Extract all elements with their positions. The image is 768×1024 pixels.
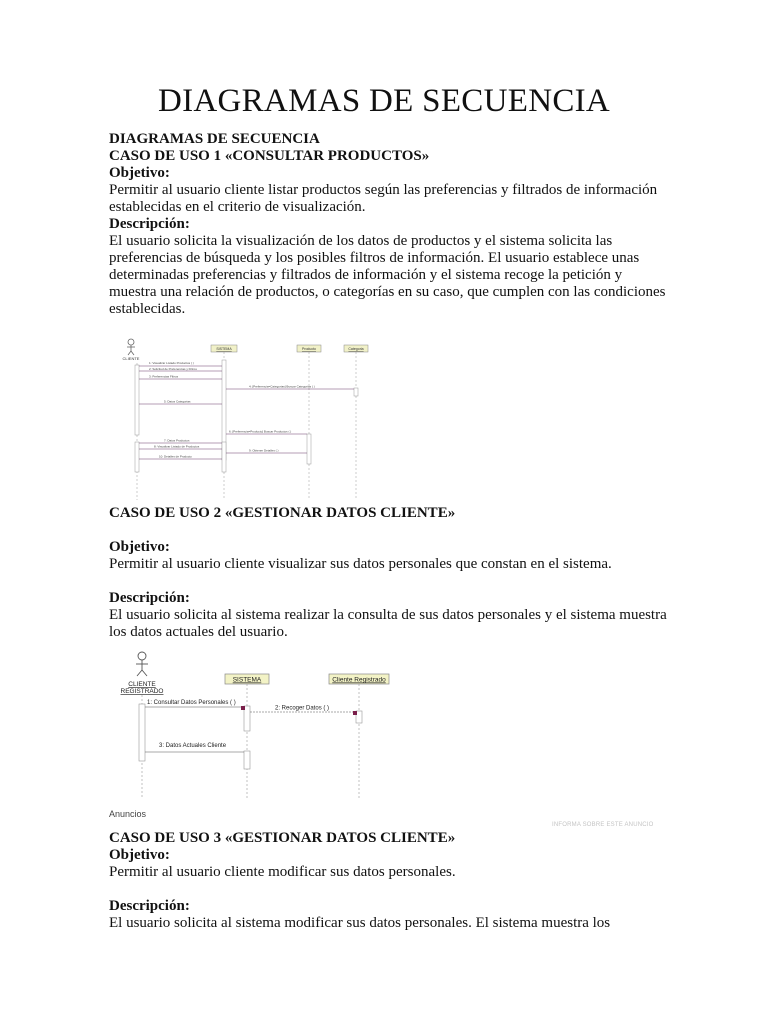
actor-label: REGISTRADO: [120, 688, 164, 695]
message-label: 2: Solicitud de Preferencias y Filtros: [149, 367, 197, 371]
ads-label: Anuncios: [109, 809, 147, 819]
descripcion-text: El usuario solicita al sistema modificar sus datos personales. El sistema muestra los: [109, 915, 611, 931]
message-label: 2: Recoger Datos ( ): [275, 705, 330, 712]
section-caso-uso-1: [109, 131, 669, 318]
actor-label: CLIENTE: [122, 356, 140, 361]
descripcion-text: El usuario solicita la visualización de los datos de productos y el sistema solicita las preferencias de búsqueda y los posibles filtros de información. El usuario establece unas determinadas preferencias y filtrados de información y el sistema recoge la petición y muestra una relación de productos, o categorías en su caso, que cumplen con las condiciones establecidas.: [109, 233, 666, 317]
case-heading: CASO DE USO 1 «CONSULTAR PRODUCTOS»: [109, 148, 430, 164]
message-label: 3: Preferencias Filtros: [149, 374, 179, 379]
message-label: 9: Obtener Detalles ( ): [249, 448, 279, 453]
descripcion-label: Descripción:: [109, 590, 190, 606]
object-label: SISTEMA: [232, 676, 262, 684]
objetivo-label: Objetivo:: [109, 847, 170, 863]
object-label: Producto: [301, 347, 317, 351]
objetivo-text: Permitir al usuario cliente visualizar sus datos personales que constan en el sistema.: [109, 556, 612, 572]
object-label: Cliente Registrado: [332, 676, 386, 684]
descripcion-label: Descripción:: [109, 216, 190, 232]
message-label: 1: Visualizar Listado Productos ( ): [149, 361, 194, 365]
section-caso-uso-2: [109, 505, 669, 641]
descripcion-text: El usuario solicita al sistema realizar la consulta de sus datos personales y el sistema muestra los datos actuales del usuario.: [109, 607, 667, 640]
descripcion-label: Descripción:: [109, 898, 190, 914]
case-heading: CASO DE USO 3 «GESTIONAR DATOS CLIENTE»: [109, 830, 456, 846]
objetivo-label: Objetivo:: [109, 539, 170, 555]
object-label: SISTEMA: [216, 347, 232, 351]
message-label: 4: [Preferencia=Categorias] Buscar Categorias ( ): [249, 384, 315, 389]
message-label: 8: Visualizar Listado de Productos: [154, 444, 200, 449]
objetivo-text: Permitir al usuario cliente modificar sus datos personales.: [109, 864, 456, 880]
message-label: 7: Datos Productos: [164, 438, 190, 443]
page-title: DIAGRAMAS DE SECUENCIA: [157, 83, 611, 119]
message-label: 5: Datos Categorias: [164, 399, 191, 404]
message-label: 6: [Preferencia=Producto] Buscar Productos ( ): [229, 429, 292, 434]
objetivo-label: Objetivo:: [109, 165, 170, 181]
sequence-diagram-1: [109, 330, 379, 502]
report-ad-link[interactable]: INFORMA SOBRE ESTE ANUNCIO: [552, 822, 654, 828]
case-heading: CASO DE USO 2 «GESTIONAR DATOS CLIENTE»: [109, 505, 456, 521]
message-label: 10: Detalles de Producto: [159, 454, 192, 459]
object-label: Categoria: [348, 347, 364, 351]
actor-label: CLIENTE: [128, 681, 156, 688]
actor-stick-figure: [136, 652, 148, 676]
section-heading: DIAGRAMAS DE SECUENCIA: [109, 131, 320, 147]
sequence-diagram-2: [109, 649, 399, 801]
actor-stick-figure: [127, 339, 135, 355]
message-label: 1: Consultar Datos Personales ( ): [147, 700, 236, 706]
message-label: 3: Datos Actuales Cliente: [159, 743, 227, 749]
objetivo-text: Permitir al usuario cliente listar productos según las preferencias y filtrados de información establecidas en el criterio de visualización.: [109, 182, 658, 215]
section-caso-uso-3: [109, 830, 669, 932]
